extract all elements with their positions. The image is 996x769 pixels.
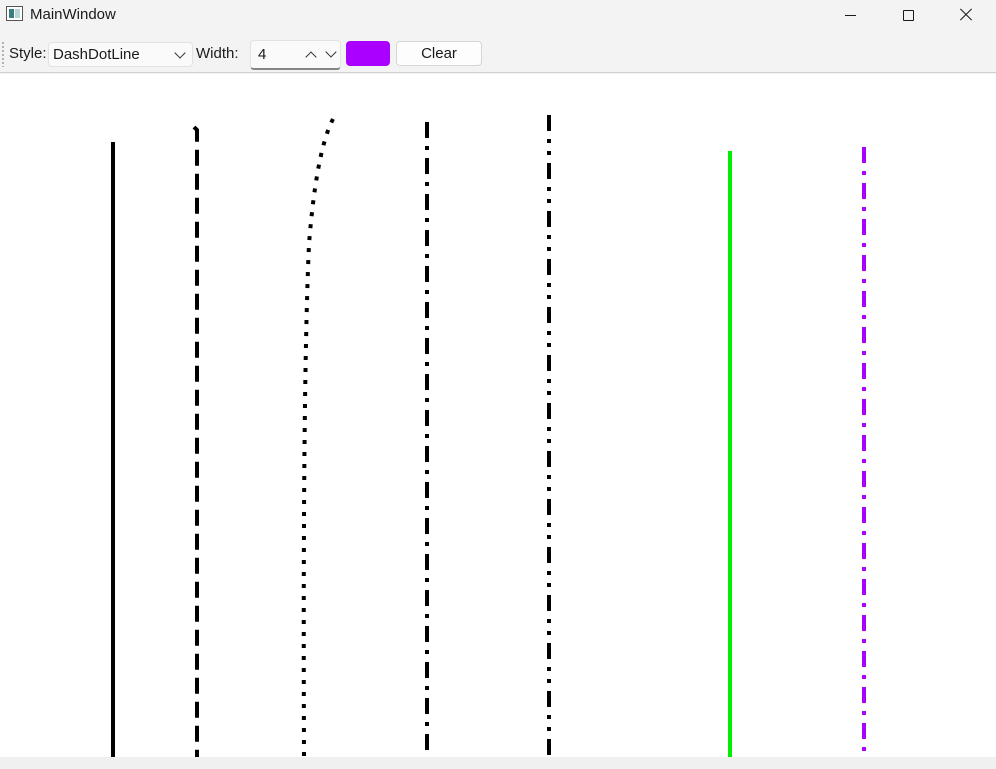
maximize-icon [903,10,914,21]
close-icon [959,8,973,22]
toolbar [0,33,996,73]
width-spinbox-value: 4 [258,46,267,63]
stroke-dot-black [304,119,333,757]
status-bar [0,757,996,769]
minimize-icon [845,15,856,16]
drawing-surface [0,74,996,757]
close-button[interactable] [937,0,995,30]
style-combobox[interactable] [48,42,193,67]
drawing-canvas[interactable] [0,74,996,757]
chevron-down-icon [174,47,185,58]
app-window-icon [6,6,23,21]
maximize-button[interactable] [879,0,937,30]
width-label: Width: [196,45,239,62]
width-spinbox[interactable] [250,40,341,70]
chevron-up-icon[interactable] [301,41,321,69]
style-combobox-value: DashDotLine [53,46,140,63]
stroke-dash-black [194,127,197,757]
toolbar-grip-handle[interactable] [2,41,4,67]
window-title: MainWindow [30,6,116,23]
pen-color-button[interactable] [346,41,390,66]
style-label: Style: [9,45,47,62]
minimize-button[interactable] [821,0,879,30]
title-bar [0,0,996,30]
chevron-down-icon[interactable] [322,41,342,69]
clear-button[interactable]: Clear [396,41,482,66]
